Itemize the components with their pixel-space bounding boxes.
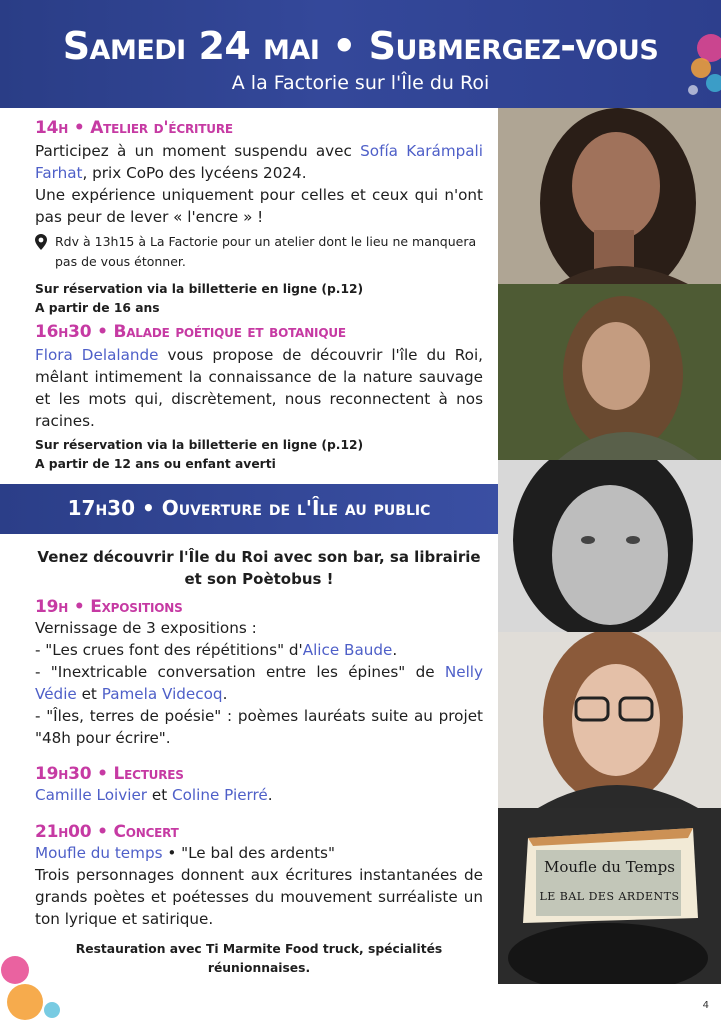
event-concert <box>35 822 483 930</box>
event-lectures-desc: Camille Loivier et Coline Pierré. <box>35 786 273 804</box>
event-concert-show: Moufle du temps • "Le bal des ardents" <box>35 844 335 862</box>
event-balade-desc: Flora Delalande vous propose de découvrir l'île du Roi, mêlant intimement la connaissance de la nature sauvage et les mots qui, discrètement, nous reconnectent à nos racines. <box>35 346 484 430</box>
person-camille: Camille Loivier <box>35 786 148 804</box>
event-balade <box>35 322 483 474</box>
group-moufle: Moufle du temps <box>35 844 163 862</box>
event-lectures-title: 19h30 • Lectures <box>35 764 184 784</box>
poster-subtitle: LE BAL DES ARDENTS <box>539 890 680 903</box>
expo-item-1: - "Les crues font des répétitions" d'Alice Baude. <box>35 641 398 659</box>
person-flora: Flora Delalande <box>35 346 159 364</box>
page-number: 4 <box>702 1000 709 1011</box>
event-atelier-desc: Participez à un moment suspendu avec Sofía Karámpali Farhat, prix CoPo des lycéens 2024. <box>35 142 484 182</box>
person-coline: Coline Pierré <box>172 786 268 804</box>
event-lectures <box>35 764 483 806</box>
person-nelly: Nelly Védie <box>35 663 483 703</box>
event-concert-title: 21h00 • Concert <box>35 822 179 842</box>
page-subtitle: A la Factorie sur l'Île du Roi <box>231 72 490 94</box>
photo-flora <box>498 284 721 460</box>
photo-coline <box>498 632 721 808</box>
opening-intro: Venez découvrir l'Île du Roi avec son bar, sa librairie et son Poètobus ! <box>37 548 481 588</box>
location-pin-icon <box>35 234 47 250</box>
event-balade-age: A partir de 12 ans ou enfant averti <box>35 457 276 471</box>
expo-item-2: - "Inextricable conversation entre les épines" de Nelly Védie et Pamela Videcoq. <box>35 663 483 703</box>
event-expositions-title: 19h • Expositions <box>35 597 183 617</box>
event-atelier-desc2: Une expérience uniquement pour celles et ceux qui n'ont pas peur de lever « l'encre » ! <box>35 186 483 226</box>
event-atelier <box>35 118 483 318</box>
footer-note: Restauration avec Ti Marmite Food truck, spécialités réunionnaises. <box>75 942 443 975</box>
coral-decoration-icon <box>671 28 721 118</box>
opening-band <box>0 484 498 534</box>
event-atelier-age: A partir de 16 ans <box>35 301 160 315</box>
event-atelier-title: 14h • Atelier d'écriture <box>35 118 233 138</box>
poster-title: Moufle du Temps <box>544 858 675 876</box>
page-title: Samedi 24 mai • Submergez-vous <box>62 24 659 68</box>
event-atelier-booking: Sur réservation via la billetterie en ligne (p.12) <box>35 282 364 296</box>
event-expositions <box>35 597 483 749</box>
person-pamela: Pamela Videcoq <box>101 685 223 703</box>
event-balade-booking: Sur réservation via la billetterie en ligne (p.12) <box>35 438 364 452</box>
person-alice: Alice Baude <box>302 641 393 659</box>
photo-camille <box>498 460 721 632</box>
person-sofia: Sofía Karámpali Farhat <box>35 142 484 182</box>
opening-title: 17h30 • Ouverture de l'Île au public <box>67 496 431 520</box>
poster-moufle-du-temps <box>498 808 721 984</box>
photo-sofia <box>498 108 721 284</box>
expo-intro: Vernissage de 3 expositions : <box>35 619 257 637</box>
coral-decoration-icon <box>0 940 70 1024</box>
event-atelier-location: Rdv à 13h15 à La Factorie pour un atelier dont le lieu ne manquera pas de vous étonner. <box>35 232 483 272</box>
expo-item-3: - "Îles, terres de poésie" : poèmes lauréats suite au projet "48h pour écrire". <box>35 707 483 747</box>
event-concert-desc: Trois personnages donnent aux écritures instantanées de grands poètes et poétesses du mouvement surréaliste un ton lyrique et satirique. <box>35 866 483 928</box>
header-banner <box>0 0 721 108</box>
event-balade-title: 16h30 • Balade poétique et botanique <box>35 322 346 342</box>
